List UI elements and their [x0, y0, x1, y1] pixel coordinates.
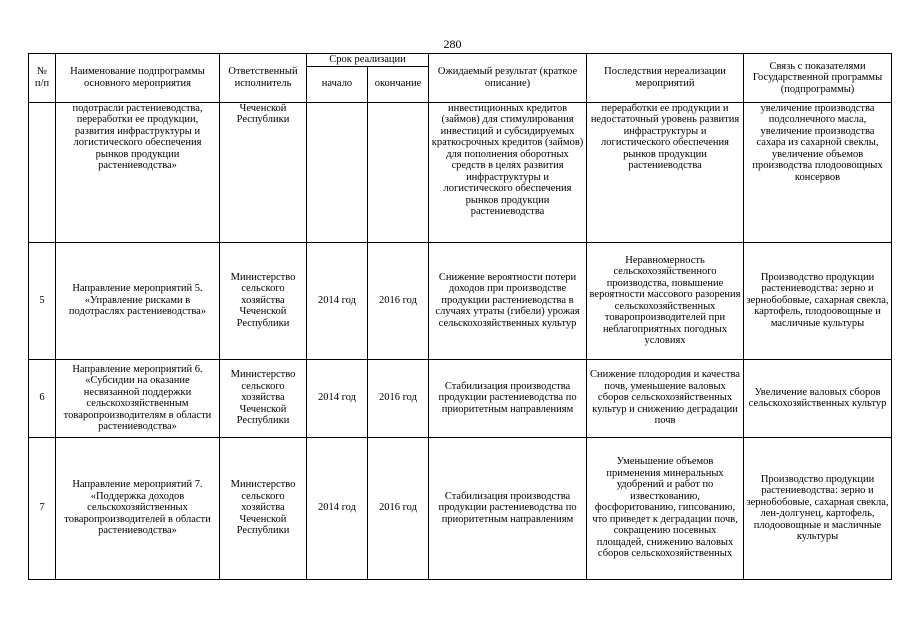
row-link: Производство продукции растениеводства: зерно и зернобобовые, сахарная свекла, картофель, плодоовощные и масличные культуры — [744, 242, 892, 359]
header-period: Срок реализации — [307, 54, 429, 67]
row-link: Увеличение валовых сборов сельскохозяйственных культур — [744, 359, 892, 437]
table-row — [29, 242, 892, 359]
row-name: Направление мероприятий 6. «Субсидии на оказание несвязанной поддержки сельскохозяйственным товаропроизводителям в области растениеводства» — [56, 359, 220, 437]
row-start — [307, 102, 368, 242]
row-result: инвестиционных кредитов (займов) для стимулирования инвестиций и субсидируемых краткосрочных кредитов (займов) для пополнения оборотных средств в целях развития инфраструктуры и логистического обеспечения рынков продукции растениеводства — [429, 102, 587, 242]
row-link: увеличение производства подсолнечного масла, увеличение производства сахара из сахарной свеклы, увеличение объемов производства плодоовощных консервов — [744, 102, 892, 242]
row-name: Направление мероприятий 7. «Поддержка доходов сельскохозяйственных товаропроизводителей в области растениеводства» — [56, 437, 220, 579]
row-end — [368, 102, 429, 242]
row-result: Снижение вероятности потери доходов при производстве продукции растениеводства в случаях утраты (гибели) урожая сельскохозяйственных культур — [429, 242, 587, 359]
header-link: Связь с показателями Государственной программы (подпрограммы) — [744, 54, 892, 103]
page-number: 280 — [443, 37, 462, 51]
row-result: Стабилизация производства продукции растениеводства по приоритетным направлениям — [429, 359, 587, 437]
row-num: 5 — [29, 242, 56, 359]
row-executor: Чеченской Республики — [220, 102, 307, 242]
row-start: 2014 год — [307, 359, 368, 437]
header-consequences: Последствия нереализации мероприятий — [587, 54, 744, 103]
table-row — [29, 359, 892, 437]
row-name: подотрасли растениеводства, переработки ее продукции, развития инфраструктуры и логистического обеспечения рынков продукции растениеводства» — [56, 102, 220, 242]
row-consequences: Снижение плодородия и качества почв, уменьшение валовых сборов сельскохозяйственных культур и снижению деградации почв — [587, 359, 744, 437]
header-executor: Ответственный исполнитель — [220, 54, 307, 103]
header-start: начало — [307, 66, 368, 102]
program-table — [28, 53, 892, 580]
row-end: 2016 год — [368, 242, 429, 359]
row-consequences: Неравномерность сельскохозяйственного производства, повышение вероятности массового разорения сельскохозяйственных товаропроизводителей при неблагоприятных погодных условиях — [587, 242, 744, 359]
row-num: 6 — [29, 359, 56, 437]
row-end: 2016 год — [368, 359, 429, 437]
row-num — [29, 102, 56, 242]
row-executor: Министерство сельского хозяйства Чеченской Республики — [220, 242, 307, 359]
row-result: Стабилизация производства продукции растениеводства по приоритетным направлениям — [429, 437, 587, 579]
row-link: Производство продукции растениеводства: зерно и зернобобовые, сахарная свекла, лен-долгунец, картофель, плодоовощные и масличные культуры — [744, 437, 892, 579]
header-num: № п/п — [29, 54, 56, 103]
header-result: Ожидаемый результат (краткое описание) — [429, 54, 587, 103]
row-consequences: Уменьшение объемов применения минеральных удобрений и работ по известкованию, фосфоритованию, гипсованию, что приведет к деградации почв, сокращению посевных площадей, снижению валовых сборов сельскохозяйственных — [587, 437, 744, 579]
row-start: 2014 год — [307, 242, 368, 359]
row-name: Направление мероприятий 5. «Управление рисками в подотраслях растениеводства» — [56, 242, 220, 359]
row-consequences: переработки ее продукции и недостаточный уровень развития инфраструктуры и логистического обеспечения рынков продукции растениеводства — [587, 102, 744, 242]
row-end: 2016 год — [368, 437, 429, 579]
table-row — [29, 102, 892, 242]
row-executor: Министерство сельского хозяйства Чеченской Республики — [220, 359, 307, 437]
table-row — [29, 437, 892, 579]
row-executor: Министерство сельского хозяйства Чеченской Республики — [220, 437, 307, 579]
row-num: 7 — [29, 437, 56, 579]
row-start: 2014 год — [307, 437, 368, 579]
header-name: Наименование подпрограммы основного мероприятия — [56, 54, 220, 103]
header-end: окончание — [368, 66, 429, 102]
